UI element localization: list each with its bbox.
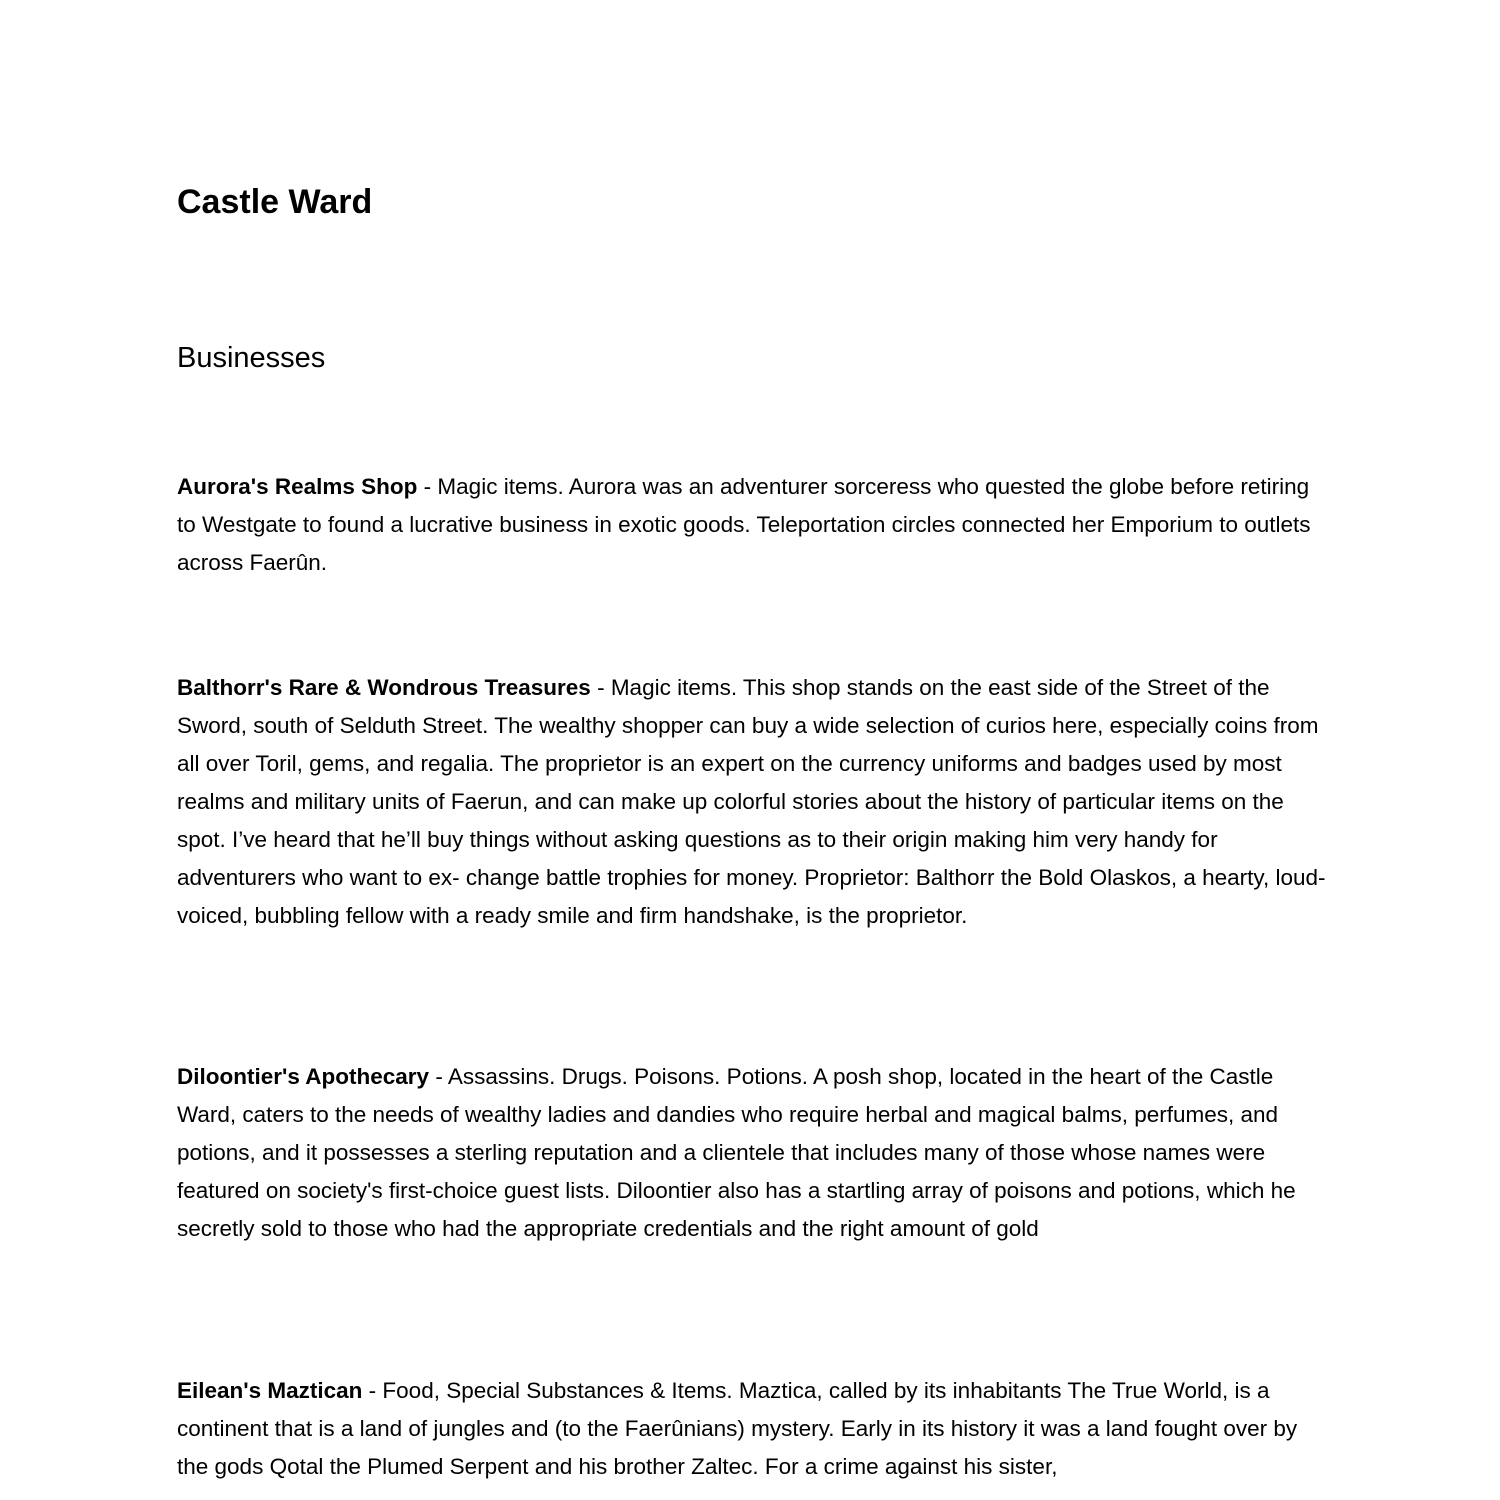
entry-separator: - [590,675,611,700]
business-entry [177,669,1327,935]
page-title: Castle Ward [177,183,373,221]
entry-separator: - [417,474,438,499]
business-entry [177,468,1327,582]
business-entry [177,1372,1327,1486]
business-name: Diloontier's Apothecary [177,1064,430,1089]
section-heading: Businesses [177,342,326,374]
business-name: Eilean's Maztican [177,1378,363,1403]
business-description: Assassins. Drugs. Poisons. Potions. A posh shop, located in the heart of the Castle Ward, caters to the needs of wealthy ladies and dandies who require herbal and magical balms, perfumes, and potions, and it possesses a sterling reputation and a clientele that includes many of those whose names were featured on society's first-choice guest lists. Diloontier also has a startling array of poisons and potions, which he secretly sold to those who had the appropriate credentials and the right amount of gold [177,1064,1296,1241]
business-description: Magic items. This shop stands on the east side of the Street of the Sword, south of Selduth Street. The wealthy shopper can buy a wide selection of curios here, especially coins from all over Toril, gems, and regalia. The proprietor is an expert on the currency uniforms and badges used by most realms and military units of Faerun, and can make up colorful stories about the history of particular items on the spot. I’ve heard that he’ll buy things without asking questions as to their origin making him very handy for adventurers who want to ex- change battle trophies for money. Proprietor: Balthorr the Bold Olaskos, a hearty, loud-voiced, bubbling fellow with a ready smile and firm handshake, is the proprietor. [177,675,1326,928]
business-description: Magic items. Aurora was an adventurer sorceress who quested the globe before retiring to Westgate to found a lucrative business in exotic goods. Teleportation circles connected her Emporium to outlets across Faerûn. [177,474,1311,575]
document-page [177,0,1327,1500]
business-description: Food, Special Substances & Items. Maztica, called by its inhabitants The True World, is a continent that is a land of jungles and (to the Faerûnians) mystery. Early in its history it was a land fought over by the gods Qotal the Plumed Serpent and his brother Zaltec. For a crime against his sister, [177,1378,1298,1479]
business-name: Balthorr's Rare & Wondrous Treasures [177,675,591,700]
entry-separator: - [362,1378,383,1403]
business-name: Aurora's Realms Shop [177,474,418,499]
business-entry [177,1058,1327,1248]
entry-separator: - [429,1064,448,1089]
